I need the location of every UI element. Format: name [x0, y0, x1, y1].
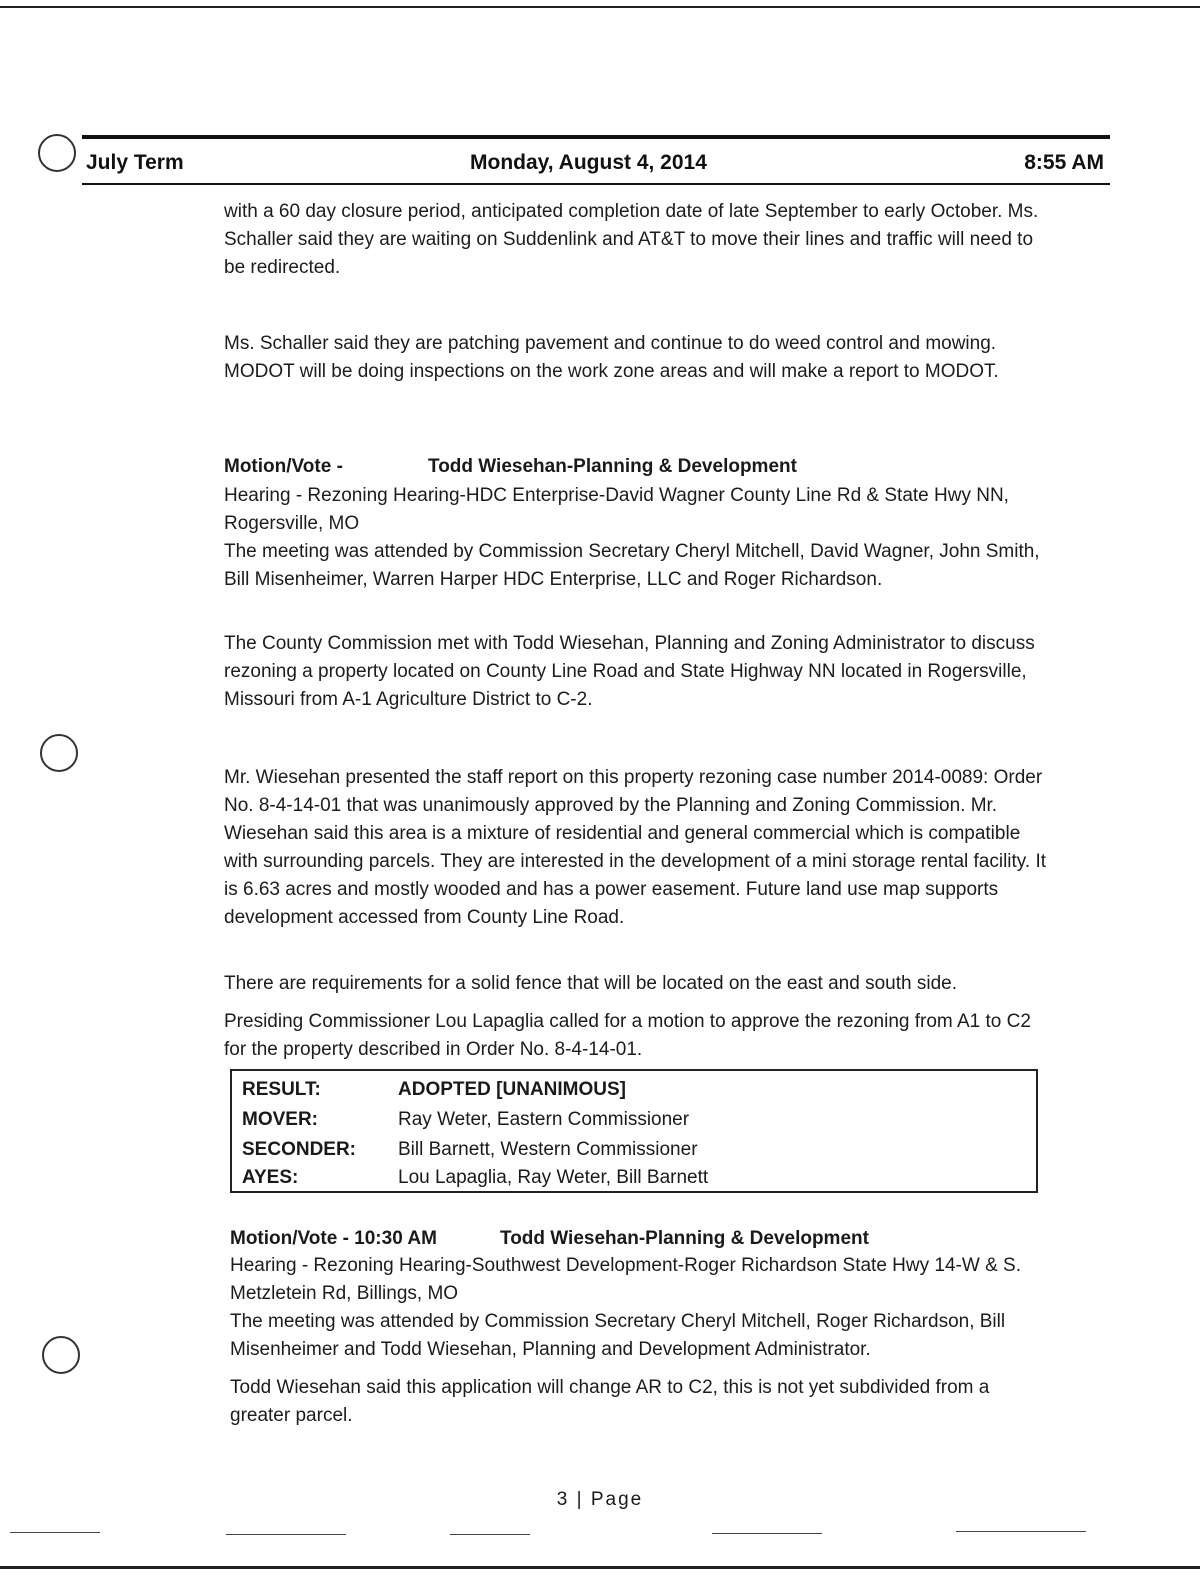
- paragraph-patching: Ms. Schaller said they are patching pavement and continue to do weed control and mowing. MODOT will be doing inspections on the work zone areas and will make a report to MODOT.: [224, 333, 999, 382]
- motion-vote-label: Motion/Vote -: [224, 456, 343, 477]
- ayes-value: Lou Lapaglia, Ray Weter, Bill Barnett: [398, 1167, 709, 1188]
- meeting-date: Monday, August 4, 2014: [470, 151, 707, 174]
- scan-artifact: [712, 1533, 822, 1534]
- hearing-line: Hearing - Rezoning Hearing-HDC Enterprise-David Wagner County Line Rd & State Hwy NN, Rogersville, MO: [224, 485, 1009, 534]
- mover-label: MOVER:: [242, 1109, 318, 1130]
- scan-top-border: [0, 6, 1200, 8]
- mover-value: Ray Weter, Eastern Commissioner: [398, 1109, 690, 1130]
- page-header: [82, 135, 1110, 185]
- paragraph-closure: with a 60 day closure period, anticipated completion date of late September to early October. Ms. Schaller said they are waiting on Suddenlink and AT&T to move their lines and traffic will need to be redirected.: [224, 201, 1039, 278]
- seconder-value: Bill Barnett, Western Commissioner: [398, 1139, 698, 1160]
- attendance-line-2: The meeting was attended by Commission Secretary Cheryl Mitchell, Roger Richardson, Bill Misenheimer and Todd Wiesehan, Planning and Development Administrator.: [230, 1311, 1006, 1360]
- scan-artifact: [450, 1534, 530, 1535]
- page-number: 3 | Page: [556, 1489, 644, 1510]
- result-value: ADOPTED [UNANIMOUS]: [398, 1079, 626, 1100]
- scan-artifact: [226, 1534, 346, 1535]
- scan-bottom-border: [0, 1566, 1200, 1569]
- attendance-line: The meeting was attended by Commission Secretary Cheryl Mitchell, David Wagner, John Smith, Bill Misenheimer, Warren Harper HDC Enterprise, LLC and Roger Richardson.: [224, 541, 1040, 590]
- motion-vote-label-2: Motion/Vote - 10:30 AM: [230, 1228, 437, 1249]
- result-label: RESULT:: [242, 1079, 321, 1100]
- vote-result-box: [230, 1069, 1038, 1193]
- hole-punch-middle: [40, 734, 78, 772]
- header-top-rule: [82, 135, 1110, 139]
- hole-punch-top: [38, 134, 76, 172]
- paragraph-application: Todd Wiesehan said this application will change AR to C2, this is not yet subdivided from a greater parcel.: [230, 1377, 990, 1426]
- paragraph-staff-report: Mr. Wiesehan presented the staff report on this property rezoning case number 2014-0089: Order No. 8-4-14-01 that was unanimously approved by the Planning and Zoning Commission. Mr. Wiesehan said this area is a mixture of residential and general commercial which is compatible with surrounding parcels. They are interested in the development of a mini storage rental facility. It is 6.63 acres and mostly wooded and has a power easement. Future land use map supports development accessed from County Line Road.: [224, 767, 1047, 928]
- paragraph-fence: There are requirements for a solid fence that will be located on the east and south side.: [224, 973, 957, 994]
- motion-vote-heading-2: [230, 1228, 869, 1250]
- scan-artifact: [10, 1532, 100, 1533]
- meeting-time: 8:55 AM: [1024, 151, 1104, 174]
- motion-vote-title: Todd Wiesehan-Planning & Development: [428, 456, 797, 477]
- paragraph-motion-call: Presiding Commissioner Lou Lapaglia called for a motion to approve the rezoning from A1 to C2 for the property described in Order No. 8-4-14-01.: [224, 1011, 1031, 1060]
- paragraph-commission-met: The County Commission met with Todd Wiesehan, Planning and Zoning Administrator to discuss rezoning a property located on County Line Road and State Highway NN located in Rogersville, Missouri from A-1 Agriculture District to C-2.: [224, 633, 1035, 710]
- header-bottom-rule: [82, 183, 1110, 185]
- ayes-label: AYES:: [242, 1167, 299, 1188]
- hole-punch-bottom: [42, 1336, 80, 1374]
- term-label: July Term: [86, 151, 184, 174]
- motion-vote-heading: [224, 456, 797, 478]
- seconder-label: SECONDER:: [242, 1139, 357, 1160]
- scan-artifact: [956, 1531, 1086, 1532]
- motion-vote-title-2: Todd Wiesehan-Planning & Development: [500, 1228, 869, 1249]
- hearing-line-2: Hearing - Rezoning Hearing-Southwest Development-Roger Richardson State Hwy 14-W & S. Metzletein Rd, Billings, MO: [230, 1255, 1021, 1304]
